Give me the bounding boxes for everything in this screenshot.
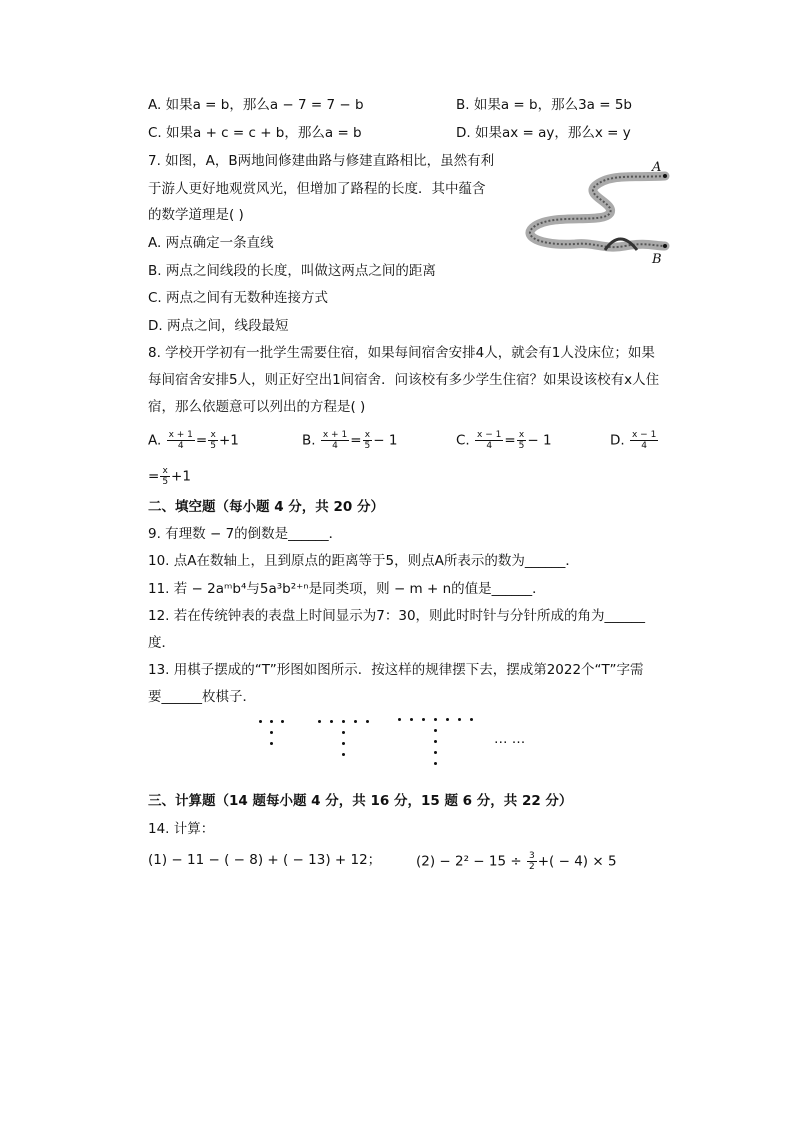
q6-option-d: D. 如果ax = ay，那么x = y [456,125,631,141]
option-label: A. [148,432,162,449]
section3-title: 三、计算题（14 题每小题 4 分，共 16 分，15 题 6 分，共 22 分） [148,793,573,809]
q7-line1: 7. 如图，A，B两地间修建曲路与修建直路相比，虽然有利 [148,153,495,169]
fraction: $\frac{x}{5}$ [162,466,169,487]
option-label: B. [302,432,316,449]
fraction: $\frac{x}{5}$ [518,430,525,451]
fraction: $\frac{x - 1}{4}$ [631,430,657,451]
q13-line2: 要______枚棋子． [148,689,256,705]
q7-option-d: D. 两点之间，线段最短 [148,318,289,334]
section2-title: 二、填空题（每小题 4 分，共 20 分） [148,499,384,515]
q14-part2: (2) − 2² − 15 ÷ $\frac{3}{2}$ +( − 4) × 5 [416,851,617,872]
q8-option-c: C. $\frac{x - 1}{4}$ = $\frac{x}{5}$ − 1 [456,430,552,451]
q8-line3: 宿，那么依题意可以列出的方程是( ) [148,399,366,415]
point-a-label: A [652,160,662,175]
option-label: C. [456,432,470,449]
q10: 10. 点A在数轴上，且到原点的距离等于5，则点A所表示的数为______． [148,553,579,569]
fraction: $\frac{3}{2}$ [529,851,535,872]
fraction: $\frac{x + 1}{4}$ [168,430,193,451]
q13-line1: 13. 用棋子摆成的“T”形图如图所示．按这样的规律摆下去，摆成第2022个“T”字需 [148,662,644,678]
q7-line3: 的数学道理是( ) [148,207,244,223]
q8-option-a: A. $\frac{x + 1}{4}$ = $\frac{x}{5}$ +1 [148,430,239,451]
q7-line2: 于游人更好地观赏风光，但增加了路程的长度．其中蕴含 [148,181,486,197]
q6-option-b: B. 如果a = b，那么3a = 5b [456,97,632,113]
q7-option-b: B. 两点之间线段的长度，叫做这两点之间的距离 [148,263,436,279]
q8-line2: 每间宿舍安排5人，则正好空出1间宿舍．问该校有多少学生住宿？如果设该校有x人住 [148,372,660,388]
q8-option-b: B. $\frac{x + 1}{4}$ = $\frac{x}{5}$ − 1 [302,430,398,451]
fraction: $\frac{x - 1}{4}$ [477,430,502,451]
q9: 9. 有理数 − 7的倒数是______． [148,526,343,542]
option-label: D. [610,432,625,449]
q6-option-a: A. 如果a = b，那么a − 7 = 7 − b [148,97,364,113]
fraction: $\frac{x}{5}$ [210,430,216,451]
q14-heading: 14. 计算： [148,821,215,837]
fraction: $\frac{x}{5}$ [364,430,371,451]
q12-line2: 度． [148,635,175,651]
q7-option-c: C. 两点之间有无数种连接方式 [148,290,329,306]
q12-line1: 12. 若在传统钟表的表盘上时间显示为7：30，则此时时针与分针所成的角为______ [148,608,646,624]
figure-ellipsis: … … [494,731,526,747]
q7-option-a: A. 两点确定一条直线 [148,235,274,251]
q8-line1: 8. 学校开学初有一批学生需要住宿，如果每间宿舍安排4人，就会有1人没床位；如果 [148,345,655,361]
point-b-label: B [652,252,662,267]
q14-part1: (1) − 11 − ( − 8) + ( − 13) + 12； [148,852,382,868]
q6-option-c: C. 如果a + c = c + b，那么a = b [148,125,362,141]
fraction: $\frac{x + 1}{4}$ [322,430,348,451]
q8-option-d-continued: = $\frac{x}{5}$ +1 [148,466,191,487]
q11: 11. 若 − 2aᵐb⁴与5a³b²⁺ⁿ是同类项，则 − m + n的值是______． [148,581,546,597]
q8-option-d [610,430,659,451]
